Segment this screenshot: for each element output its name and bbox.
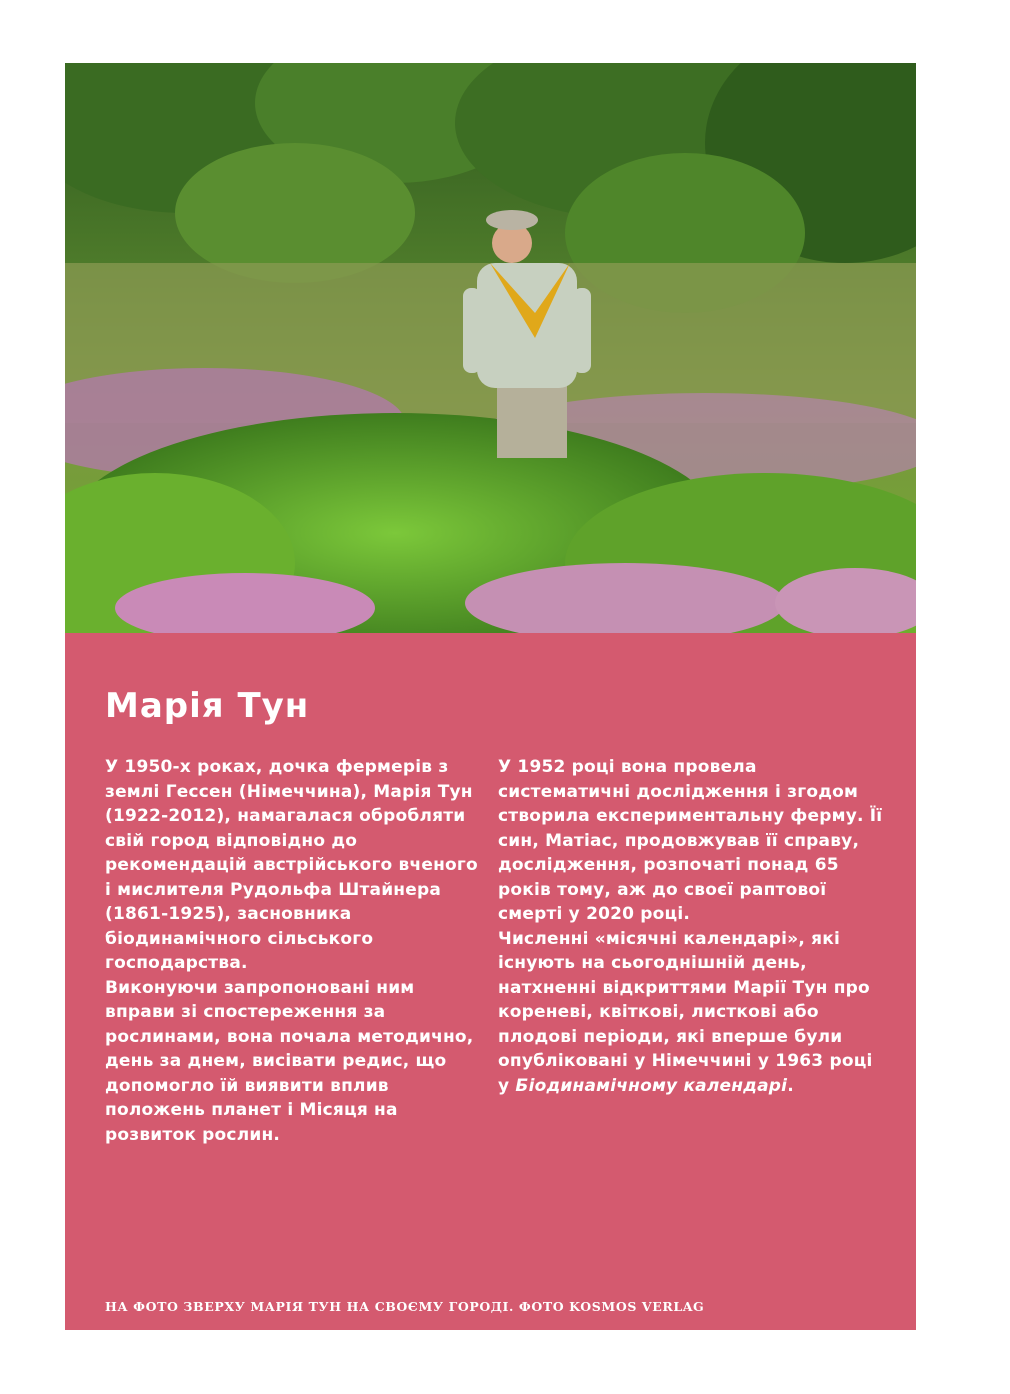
right-paragraph-2 [498, 927, 883, 1099]
left-column [105, 755, 480, 1147]
page-title: Марія Тун [105, 686, 310, 726]
garden-photo-icon [65, 63, 916, 633]
right-paragraph-2-end: . [787, 1075, 794, 1096]
right-paragraph-2-text: Численні «місячні календарі», які існують на сьогоднішній день, натхненні відкриттями Марії Тун про кореневі, квіткові, листкові або плодові періоди, які вперше були опубліковані у Німеччині у 1963 році у [498, 928, 873, 1096]
right-paragraph-1: У 1952 році вона провела систематичні дослідження і згодом створила експериментальну ферму. Її син, Матіас, продовжував її справу, дослідження, розпочаті понад 65 років тому, аж до своєї раптової смерті у 2020 році. [498, 757, 883, 924]
right-column [498, 755, 883, 1098]
left-paragraph-2: Виконуючи запропоновані ним вправи зі спостереження за рослинами, вона почала методично, день за днем, висівати редис, що допомогло їй виявити вплив положень планет і Місяця на розвиток рослин. [105, 977, 474, 1145]
biography-panel [65, 633, 916, 1330]
photo-caption: НА ФОТО ЗВЕРХУ МАРІЯ ТУН НА СВОЄМУ ГОРОДІ. ФОТО KOSMOS VERLAG [105, 1299, 705, 1314]
calendar-title: Біодинамічному календарі [515, 1075, 788, 1096]
garden-photo [65, 63, 916, 633]
left-paragraph-1: У 1950-х роках, дочка фермерів з землі Гессен (Німеччина), Марія Тун (1922-2012), намагалася обробляти свій город відповідно до рекомендацій австрійського вченого і мислителя Рудольфа Штайнера (1861-1925), засновника біодинамічного сільського господарства. [105, 757, 478, 973]
